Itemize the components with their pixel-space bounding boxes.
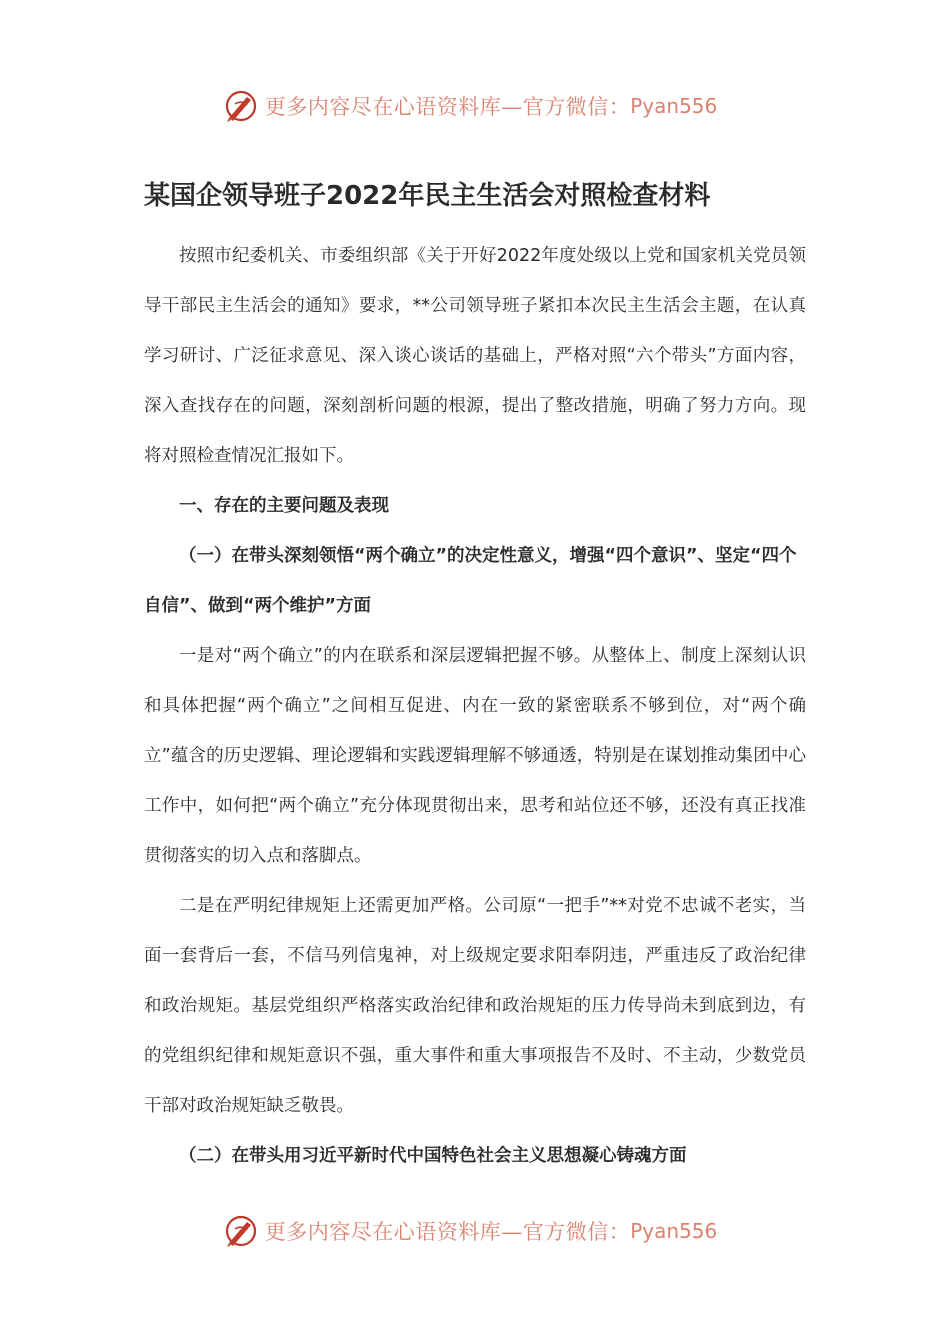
pen-logo-icon	[223, 88, 259, 124]
watermark-handle: Pyan556	[630, 1219, 718, 1243]
watermark-banner-bottom	[0, 1211, 950, 1251]
watermark-handle: Pyan556	[630, 94, 718, 118]
watermark-text: 更多内容尽在心语资料库—官方微信：	[264, 1220, 631, 1244]
intro-paragraph: 按照市纪委机关、市委组织部《关于开好2022年度处级以上党和国家机关党员领导干部民主生活会的通知》要求，**公司领导班子紧扣本次民主生活会主题，在认真学习研讨、广泛征求意见、深入谈心谈话的基础上，严格对照“六个带头”方面内容，深入查找存在的问题，深刻剖析问题的根源，提出了整改措施，明确了努力方向。现将对照检查情况汇报如下。	[144, 246, 806, 466]
watermark-text: 更多内容尽在心语资料库—官方微信：	[264, 95, 631, 119]
body-paragraph: 二是在严明纪律规矩上还需更加严格。公司原“一把手”**对党不忠诚不老实，当面一套背后一套，不信马列信鬼神，对上级规定要求阳奉阴违，严重违反了政治纪律和政治规矩。基层党组织严格落实政治纪律和政治规矩的压力传导尚未到底到边，有的党组织纪律和规矩意识不强，重大事件和重大事项报告不及时、不主动，少数党员干部对政治规矩缺乏敬畏。	[144, 896, 806, 1116]
subsection-heading: （一）在带头深刻领悟“两个确立”的决定性意义，增强“四个意识”、坚定“四个自信”、做到“两个维护”方面	[144, 546, 797, 616]
section-heading: 一、存在的主要问题及表现	[179, 496, 389, 516]
body-paragraph: 一是对“两个确立”的内在联系和深层逻辑把握不够。从整体上、制度上深刻认识和具体把握“两个确立”之间相互促进、内在一致的紧密联系不够到位，对“两个确立”蕴含的历史逻辑、理论逻辑和实践逻辑理解不够通透，特别是在谋划推动集团中心工作中，如何把“两个确立”充分体现贯彻出来，思考和站位还不够，还没有真正找准贯彻落实的切入点和落脚点。	[144, 646, 806, 866]
pen-logo-icon	[223, 1213, 259, 1249]
document-body	[144, 231, 806, 1181]
document-title: 某国企领导班子2022年民主生活会对照检查材料	[144, 181, 711, 211]
watermark-banner-top	[0, 86, 950, 126]
subsection-heading: （二）在带头用习近平新时代中国特色社会主义思想凝心铸魂方面	[179, 1146, 687, 1166]
